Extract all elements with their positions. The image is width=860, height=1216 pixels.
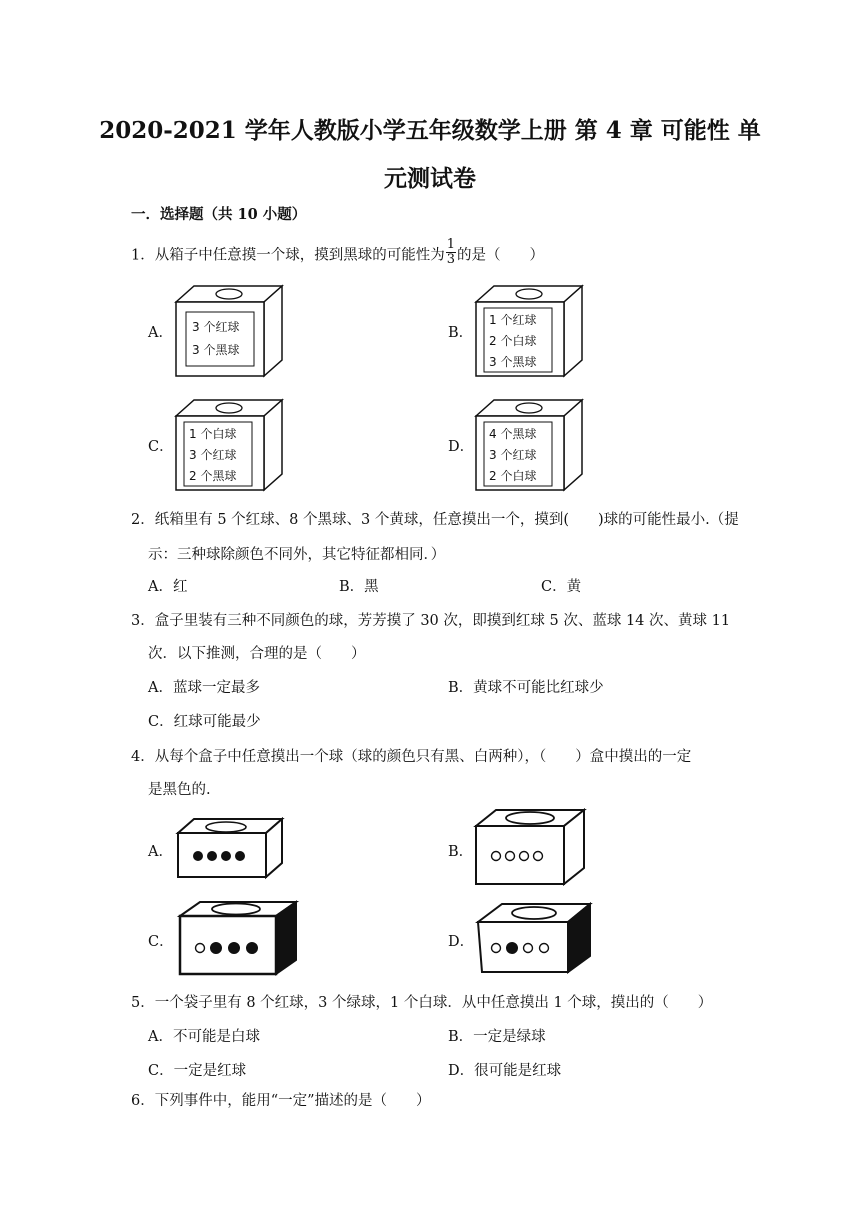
q1-option-c-label: C． — [148, 439, 174, 455]
question-3-line2: 次．以下推测，合理的是（ ） — [148, 646, 366, 662]
q1-a-line1: 3 个红球 — [192, 320, 240, 334]
document-title-line2: 元测试卷 — [384, 165, 476, 192]
q1-d-line3: 2 个白球 — [489, 469, 537, 483]
q4-option-c-box[interactable] — [176, 898, 300, 978]
q4-option-a-label: A． — [148, 844, 173, 860]
q3-option-b[interactable]: B．黄球不可能比红球少 — [448, 680, 604, 696]
question-4-line1: 4．从每个盒子中任意摸出一个球（球的颜色只有黑、白两种），（ ）盒中摸出的一定 — [131, 749, 692, 765]
q4-option-d-label: D． — [448, 934, 475, 950]
question-6-line1: 6．下列事件中，能用“一定”描述的是（ ） — [131, 1093, 431, 1109]
q4-option-b-box[interactable] — [472, 808, 588, 886]
q1-c-line1: 1 个白球 — [189, 427, 237, 441]
section-heading: 一．选择题（共 10 小题） — [131, 206, 307, 223]
q2-option-a[interactable]: A．红 — [148, 579, 188, 595]
q3-option-c[interactable]: C．红球可能最少 — [148, 714, 261, 730]
q3-option-a[interactable]: A．蓝球一定最多 — [148, 680, 260, 696]
q4-option-d-box[interactable] — [472, 900, 594, 976]
q4-option-a-box[interactable] — [174, 817, 286, 881]
q5-option-a[interactable]: A．不可能是白球 — [148, 1029, 260, 1045]
fraction — [446, 238, 456, 267]
q1-option-b-box[interactable] — [474, 284, 584, 378]
q5-option-b[interactable]: B．一定是绿球 — [448, 1029, 546, 1045]
q5-option-c[interactable]: C．一定是红球 — [148, 1063, 247, 1079]
q1-d-line1: 4 个黑球 — [489, 427, 537, 441]
q1-option-c-box[interactable] — [174, 398, 284, 492]
q1-c-line3: 2 个黑球 — [189, 469, 237, 483]
q1-option-a-box[interactable] — [174, 284, 284, 378]
question-1-text-end: 的是（ ） — [457, 247, 545, 264]
question-4-line2: 是黑色的. — [148, 782, 211, 798]
q1-option-d-label: D． — [448, 439, 475, 455]
q4-option-c-label: C． — [148, 934, 174, 950]
q1-c-line2: 3 个红球 — [189, 448, 237, 462]
q4-option-b-label: B． — [448, 844, 474, 860]
question-2-line1: 2．纸箱里有 5 个红球、8 个黑球、3 个黄球，任意摸出一个，摸到( )球的可能性最小.（提 — [131, 512, 739, 528]
question-1-text: 1．从箱子中任意摸一个球，摸到黑球的可能性为 — [131, 247, 445, 264]
q2-option-c[interactable]: C．黄 — [541, 579, 582, 595]
q1-a-line2: 3 个黑球 — [192, 343, 240, 357]
q1-b-line1: 1 个红球 — [489, 313, 537, 327]
q1-option-a-label: A． — [148, 325, 173, 341]
question-2-line2: 示：三种球除颜色不同外，其它特征都相同．） — [148, 547, 446, 563]
fraction-denominator: 3 — [446, 252, 456, 267]
q1-option-b-label: B． — [448, 325, 474, 341]
q1-b-line2: 2 个白球 — [489, 334, 537, 348]
question-1 — [131, 237, 545, 270]
question-3-line1: 3．盒子里装有三种不同颜色的球，芳芳摸了 30 次，即摸到红球 5 次、蓝球 14 次、黄球 11 — [131, 613, 731, 629]
q2-option-b[interactable]: B．黑 — [339, 579, 379, 595]
q1-b-line3: 3 个黑球 — [489, 355, 537, 369]
q5-option-d[interactable]: D．很可能是红球 — [448, 1063, 562, 1079]
q1-d-line2: 3 个红球 — [489, 448, 537, 462]
question-5-line1: 5．一个袋子里有 8 个红球，3 个绿球，1 个白球．从中任意摸出 1 个球，摸出的（ ） — [131, 995, 713, 1011]
q1-option-d-box[interactable] — [474, 398, 584, 492]
fraction-numerator: 1 — [446, 237, 456, 252]
document-title-line1: 2020-2021 学年人教版小学五年级数学上册 第 4 章 可能性 单 — [99, 117, 761, 144]
